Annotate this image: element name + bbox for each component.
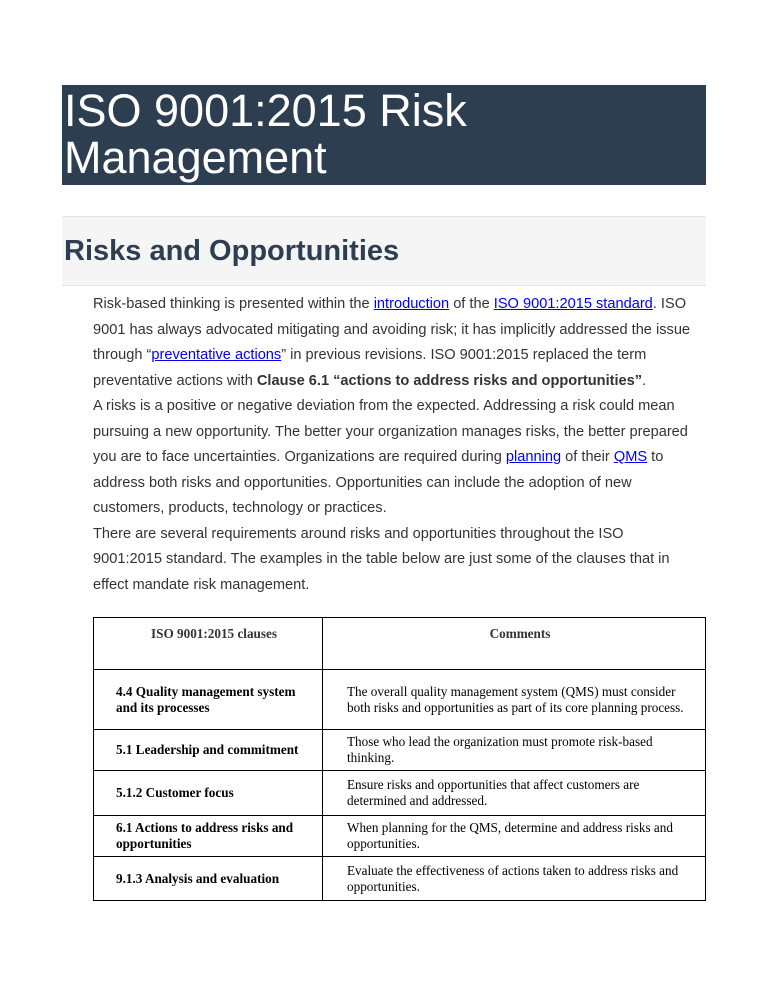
intro-paragraph: [93, 292, 693, 394]
text-segment: Risk-based thinking is presented within the: [93, 296, 374, 312]
text-segment: A risks is a positive or negative deviation from the expected. Addressing a risk could mean pursuing a new opportunity. The better your organization manages risks, the better prepared you are to face uncertainties. Organizations are required during: [93, 398, 688, 465]
comment-cell: Ensure risks and opportunities that affect customers are determined and addressed.: [323, 771, 706, 816]
requirements-paragraph: There are several requirements around risks and opportunities throughout the ISO 9001:2015 standard. The examples in the table below are just some of the clauses that in effect mandate risk management.: [93, 525, 670, 593]
planning-link[interactable]: planning: [505, 449, 562, 465]
comment-cell: Those who lead the organization must promote risk-based thinking.: [323, 730, 706, 771]
table-row: [94, 816, 706, 857]
introduction-link[interactable]: introduction: [373, 296, 450, 312]
text-segment: to address both risks and opportunities. Opportunities can include the adoption of new customers, products, technology or practices.: [93, 449, 664, 516]
clause-cell: 5.1 Leadership and commitment: [94, 730, 323, 771]
section-header: [62, 216, 706, 286]
text-segment: of the: [449, 296, 494, 312]
clause-cell: 4.4 Quality management system and its processes: [94, 670, 323, 730]
risk-definition-paragraph: [93, 394, 693, 522]
table-row: [94, 730, 706, 771]
iso-standard-link[interactable]: ISO 9001:2015 standard: [493, 296, 653, 312]
comment-cell: When planning for the QMS, determine and address risks and opportunities.: [323, 816, 706, 857]
clause-cell: 5.1.2 Customer focus: [94, 771, 323, 816]
table-row: [94, 771, 706, 816]
preventative-actions-link[interactable]: preventative actions: [151, 347, 282, 363]
page-title: ISO 9001:2015 Risk Management: [64, 85, 467, 183]
table-row: [94, 670, 706, 730]
text-segment: ” in previous revisions. ISO 9001:2015 replaced the term preventative actions with: [93, 347, 647, 389]
clauses-table: [93, 617, 706, 901]
comment-cell: The overall quality management system (QMS) must consider both risks and opportunities as part of its core planning process.: [323, 670, 706, 730]
comment-cell: Evaluate the effectiveness of actions taken to address risks and opportunities.: [323, 857, 706, 901]
clause-cell: 9.1.3 Analysis and evaluation: [94, 857, 323, 901]
clause-6-1-emphasis: Clause 6.1 “actions to address risks and opportunities”: [256, 372, 643, 389]
table-header-row: [94, 618, 706, 670]
qms-link[interactable]: QMS: [613, 449, 648, 465]
column-header-clauses: ISO 9001:2015 clauses: [94, 618, 323, 670]
title-banner: [62, 85, 706, 185]
text-segment: .: [642, 372, 647, 389]
column-header-comments: Comments: [323, 618, 706, 670]
table-row: [94, 857, 706, 901]
article-body: [93, 292, 693, 598]
section-heading: Risks and Opportunities: [64, 235, 400, 267]
clause-cell: 6.1 Actions to address risks and opportunities: [94, 816, 323, 857]
text-segment: . ISO 9001 has always advocated mitigating and avoiding risk; it has implicitly addressed the issue through “: [93, 296, 691, 363]
text-segment: of their: [561, 449, 614, 465]
